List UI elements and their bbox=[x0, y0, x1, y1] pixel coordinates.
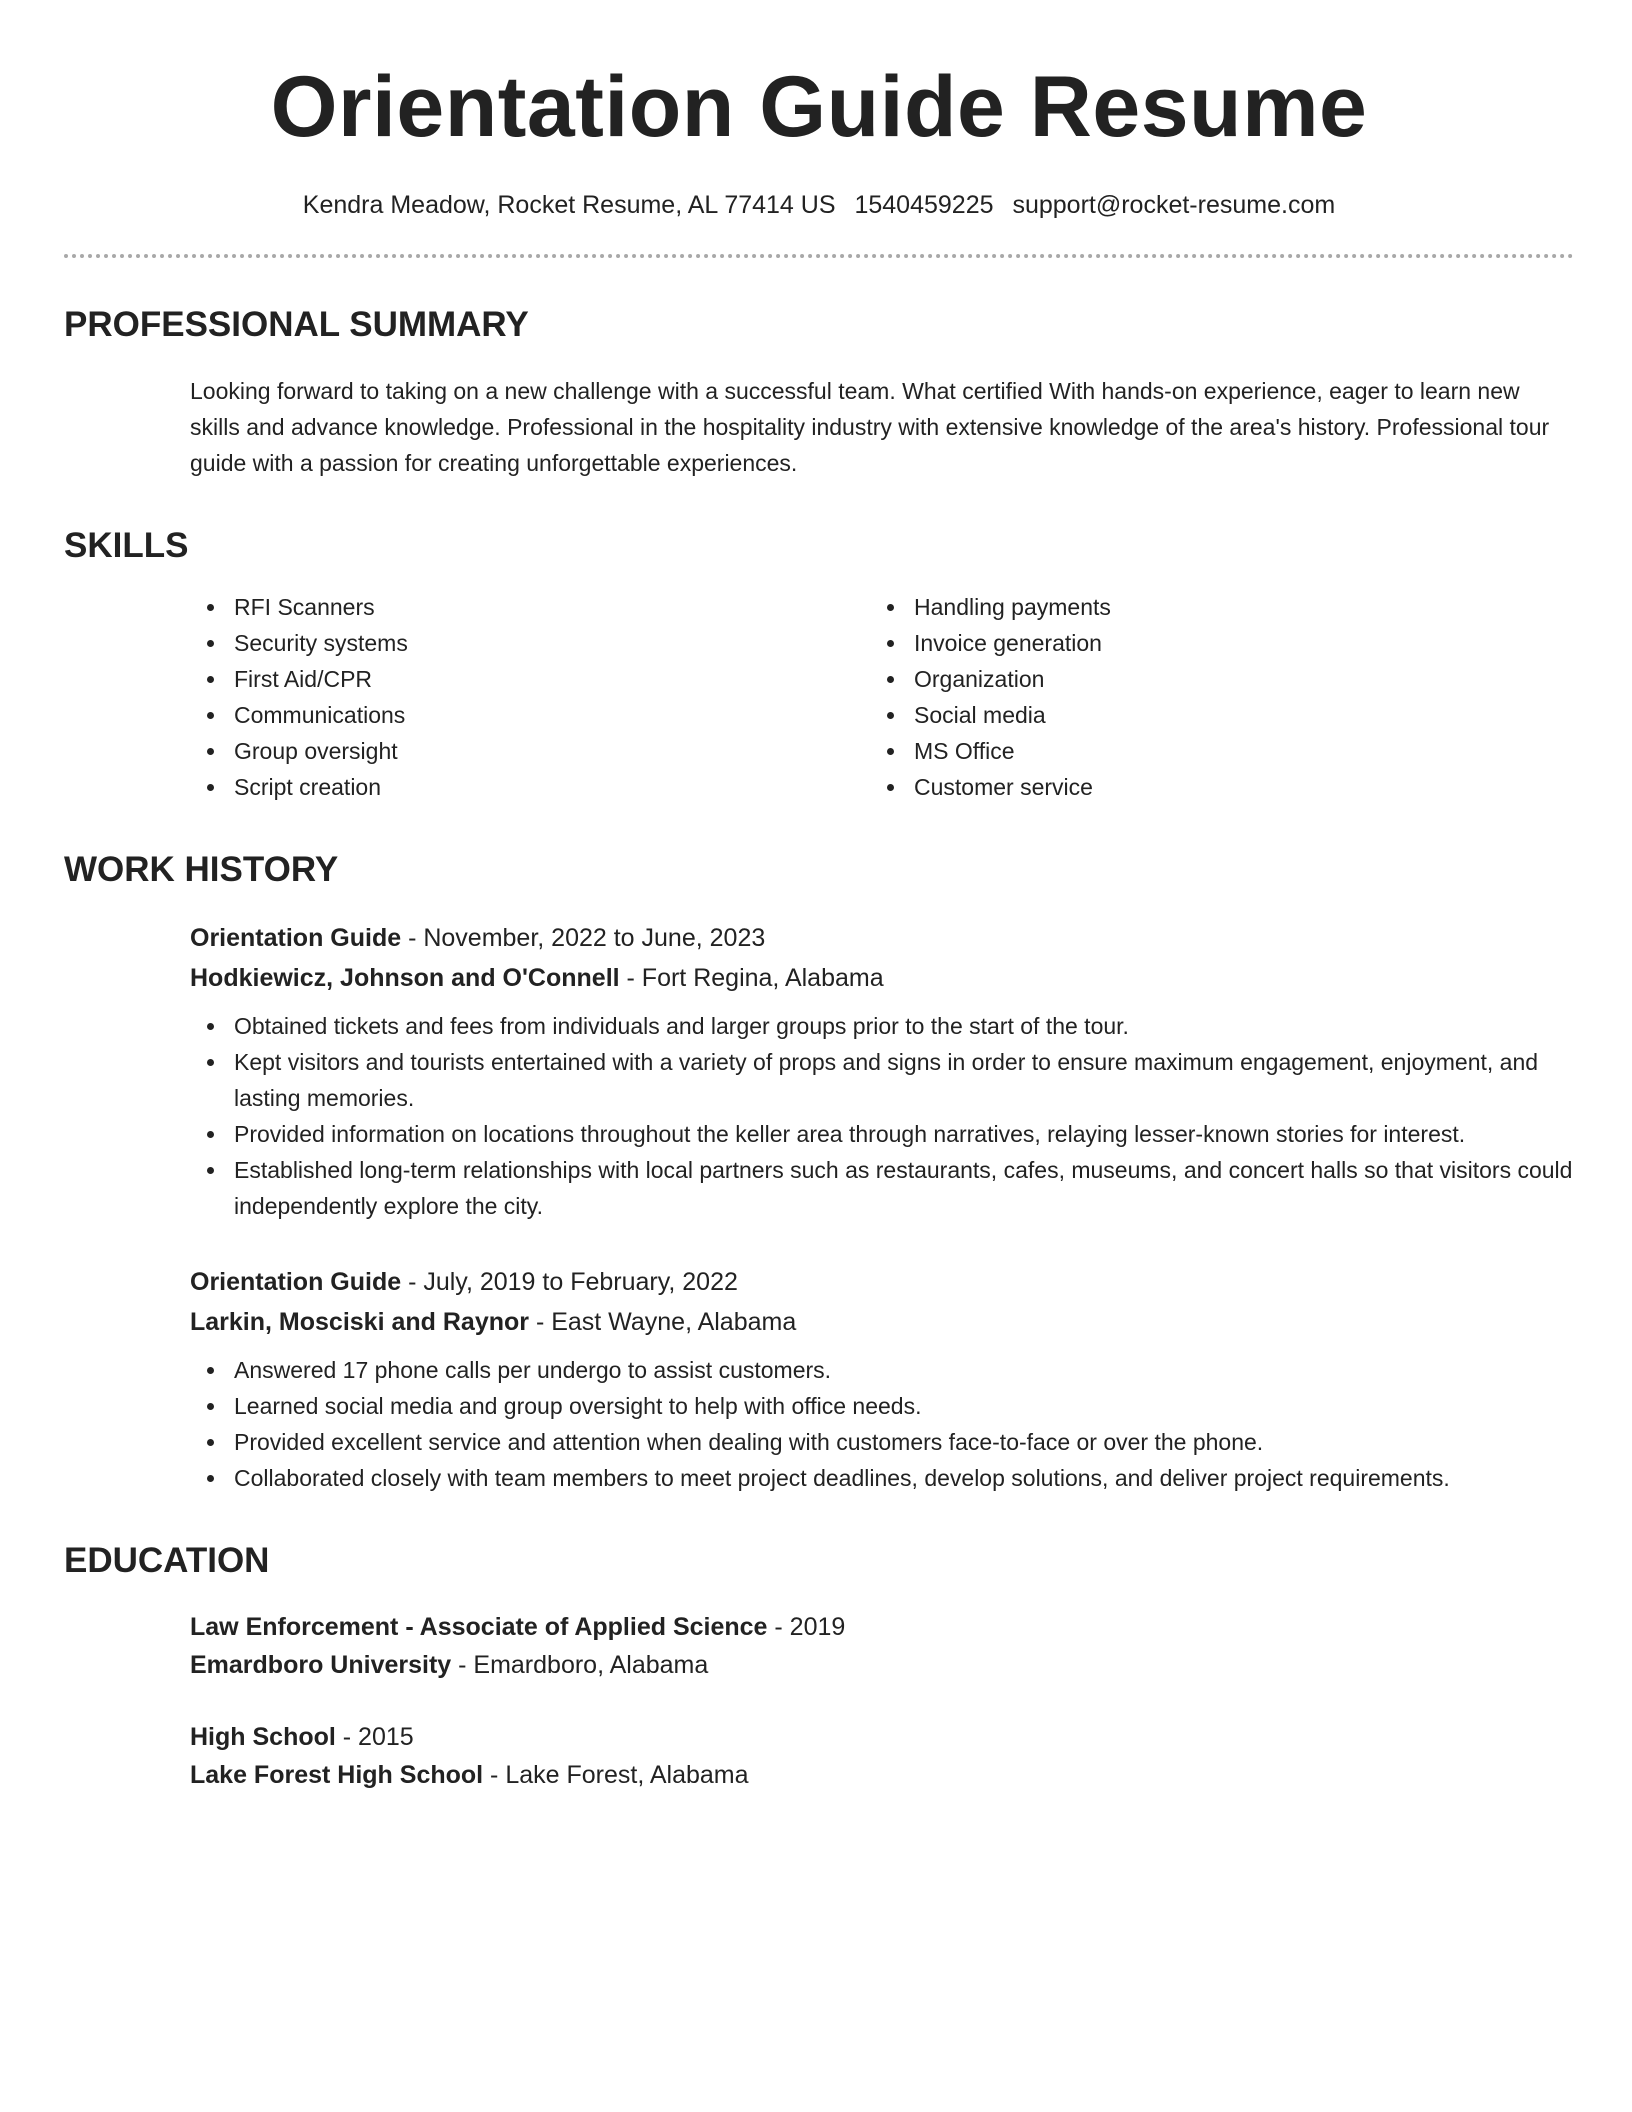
skill-item: Customer service bbox=[870, 769, 1550, 805]
job-bullet: Obtained tickets and fees from individuals and larger groups prior to the start of the tour. bbox=[190, 1008, 1610, 1044]
job-bullets bbox=[190, 1352, 1610, 1496]
contact-line bbox=[64, 190, 1574, 220]
job-location: - Fort Regina, Alabama bbox=[619, 963, 884, 992]
job-bullet: Provided information on locations throughout the keller area through narratives, relaying lesser-known stories for interest. bbox=[190, 1116, 1610, 1152]
job-dates: - November, 2022 to June, 2023 bbox=[401, 923, 766, 952]
education-section bbox=[190, 1608, 1574, 1794]
job-entry bbox=[190, 918, 1574, 1224]
job-entry bbox=[190, 1262, 1574, 1496]
summary-heading: PROFESSIONAL SUMMARY bbox=[64, 305, 529, 344]
job-bullet: Provided excellent service and attention when dealing with customers face-to-face or over the phone. bbox=[190, 1424, 1610, 1460]
skill-item: RFI Scanners bbox=[190, 589, 870, 625]
job-bullet: Kept visitors and tourists entertained with a variety of props and signs in order to ensure maximum engagement, enjoyment, and lasting memories. bbox=[190, 1044, 1610, 1116]
contact-phone: 1540459225 bbox=[854, 191, 994, 219]
education-degree-line bbox=[190, 1718, 1574, 1756]
skills-list-left bbox=[190, 589, 870, 805]
contact-address: Kendra Meadow, Rocket Resume, AL 77414 US bbox=[302, 191, 836, 219]
resume-page bbox=[64, 0, 1574, 1828]
skill-item: MS Office bbox=[870, 733, 1550, 769]
education-school: Lake Forest High School bbox=[190, 1761, 484, 1789]
education-school-line bbox=[190, 1646, 1574, 1684]
skills-heading: SKILLS bbox=[64, 525, 189, 565]
resume-title: Orientation Guide Resume bbox=[270, 59, 1368, 155]
skill-item: First Aid/CPR bbox=[190, 661, 870, 697]
job-dates: - July, 2019 to February, 2022 bbox=[401, 1267, 738, 1296]
education-year: - 2019 bbox=[767, 1613, 846, 1641]
skill-item: Script creation bbox=[190, 769, 870, 805]
job-bullet: Answered 17 phone calls per undergo to assist customers. bbox=[190, 1352, 1610, 1388]
skill-item: Communications bbox=[190, 697, 870, 733]
job-company-line bbox=[190, 958, 1574, 998]
skill-item: Invoice generation bbox=[870, 625, 1550, 661]
skill-item: Handling payments bbox=[870, 589, 1550, 625]
skill-item: Organization bbox=[870, 661, 1550, 697]
education-school: Emardboro University bbox=[190, 1651, 452, 1679]
education-entry bbox=[190, 1608, 1574, 1684]
skills-section bbox=[190, 589, 1574, 805]
skill-item: Group oversight bbox=[190, 733, 870, 769]
education-degree: Law Enforcement - Associate of Applied Science bbox=[190, 1613, 768, 1641]
education-school-line bbox=[190, 1756, 1574, 1794]
job-title: Orientation Guide bbox=[190, 1267, 402, 1296]
skill-item: Social media bbox=[870, 697, 1550, 733]
job-bullet: Collaborated closely with team members to meet project deadlines, develop solutions, and deliver project requirements. bbox=[190, 1460, 1610, 1496]
education-heading: EDUCATION bbox=[64, 1540, 270, 1580]
education-location: - Emardboro, Alabama bbox=[451, 1651, 709, 1679]
job-company-line bbox=[190, 1302, 1574, 1342]
summary-text: Looking forward to taking on a new challenge with a successful team. What certified With hands-on experience, eager to learn new skills and advance knowledge. Professional in the hospitality industry with extensive knowledge of the area's history. Professional tour guide with a passion for creating unforgettable experiences. bbox=[190, 377, 1550, 476]
job-bullet: Learned social media and group oversight to help with office needs. bbox=[190, 1388, 1610, 1424]
work-section bbox=[190, 918, 1574, 1496]
job-title: Orientation Guide bbox=[190, 923, 402, 952]
job-company: Hodkiewicz, Johnson and O'Connell bbox=[190, 963, 620, 992]
job-location: - East Wayne, Alabama bbox=[529, 1307, 797, 1336]
header-divider bbox=[64, 254, 1574, 258]
job-bullet: Established long-term relationships with local partners such as restaurants, cafes, museums, and concert halls so that visitors could independently explore the city. bbox=[190, 1152, 1610, 1224]
job-title-line bbox=[190, 1262, 1574, 1302]
education-location: - Lake Forest, Alabama bbox=[483, 1761, 749, 1789]
education-degree-line bbox=[190, 1608, 1574, 1646]
work-heading: WORK HISTORY bbox=[64, 850, 339, 889]
job-bullets bbox=[190, 1008, 1610, 1224]
summary-section bbox=[190, 373, 1574, 481]
job-title-line bbox=[190, 918, 1574, 958]
contact-email: support@rocket-resume.com bbox=[1012, 191, 1336, 219]
skills-list-right bbox=[870, 589, 1550, 805]
education-degree: High School bbox=[190, 1723, 336, 1751]
education-entry bbox=[190, 1718, 1574, 1794]
skill-item: Security systems bbox=[190, 625, 870, 661]
job-company: Larkin, Mosciski and Raynor bbox=[190, 1307, 529, 1336]
education-year: - 2015 bbox=[335, 1723, 414, 1751]
